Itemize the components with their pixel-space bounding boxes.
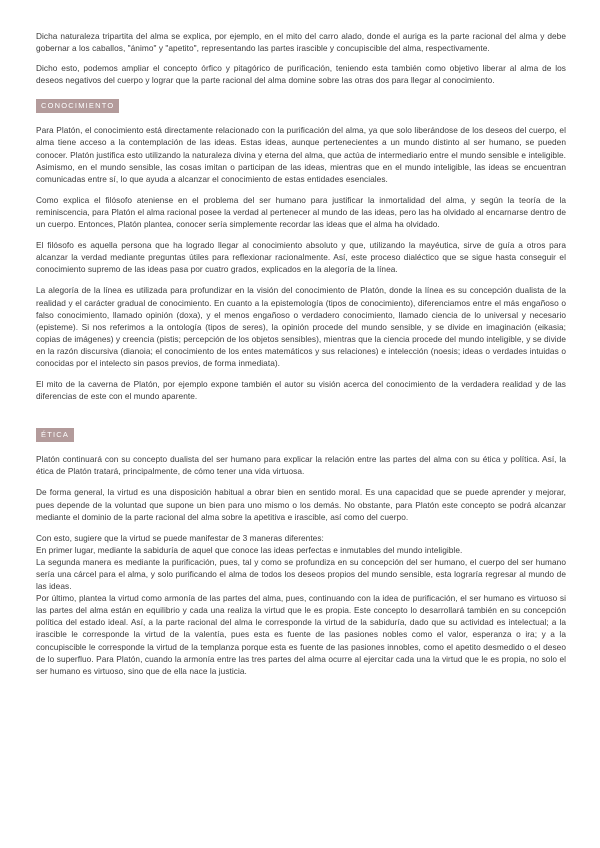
intro-paragraph-2: Dicho esto, podemos ampliar el concepto órfico y pitagórico de purificación, teniendo esta también como objetivo liberar al alma de los deseos negativos del cuerpo y lograr que la parte racional del alma domine sobre las otras dos para llegar al conocimiento.: [36, 63, 566, 86]
conocimiento-paragraph-3: El filósofo es aquella persona que ha logrado llegar al conocimiento absoluto y que, utilizando la mayéutica, sirve de guía a otros para alcanzar la verdad mediante preguntas útiles para reflexionar racionalmente. Así, este proceso dialéctico que se sigue hasta conseguir el conocimiento supremo de las ideas pasa por cuatro grados, explicados en la alegoría de la línea.: [36, 240, 566, 275]
conocimiento-paragraph-2: Como explica el filósofo ateniense en el problema del ser humano para justificar la inmortalidad del alma, y según la teoría de la reminiscencia, para Platón el alma racional posee la verdad al pertenecer al mundo de las ideas, pero las ha olvidado al encarnarse dentro de un cuerpo. Entonces, Platón plantea, conocer sería simplemente recordar las ideas que el alma ha olvidado.: [36, 194, 566, 230]
etica-paragraph-5: La segunda manera es mediante la purificación, pues, tal y como se profundiza en su concepción del ser humano, el cuerpo del ser humano sería una cárcel para el alma, y solo purificando el alma de todos los deseos propios del mundo sensible, esta lograría regresar al mundo de las ideas.: [36, 556, 566, 592]
conocimiento-paragraph-1: Para Platón, el conocimiento está directamente relacionado con la purificación del alma, ya que solo liberándose de los deseos del cuerpo, el alma tiene acceso a la contemplación de las ideas. Estas ideas, aunque pertenecientes a un mundo distinto al ser humano, se pueden conocer. Platón justifica esto utilizando la naturaleza divina y eterna del alma, que actúa de intermediario entre el mundo sensible e inteligible. Asimismo, en el mundo sensible, las cosas imitan o participan de las ideas, mientras que en el mundo inteligible, las ideas se encuentran comunicadas entre sí, lo que ayuda a alcanzar el conocimiento de estas entidades esenciales.: [36, 125, 566, 184]
intro-paragraph-1: Dicha naturaleza tripartita del alma se explica, por ejemplo, en el mito del carro alado, donde el auriga es la parte racional del alma y debe gobernar a los caballos, "ánimo" y "apetito", representando las partes irascible y concupiscible del alma, respectivamente.: [36, 31, 566, 54]
etica-paragraph-3: Con esto, sugiere que la virtud se puede manifestar de 3 maneras diferentes:: [36, 532, 324, 543]
section-label-etica: ÉTICA: [36, 428, 74, 442]
etica-paragraph-1: Platón continuará con su concepto dualista del ser humano para explicar la relación entre las partes del alma con su ética y política. Así, la ética de Platón tratará, principalmente, de cómo tener una vida virtuosa.: [36, 454, 566, 477]
etica-paragraph-6: Por último, plantea la virtud como armonía de las partes del alma, pues, continuando con la idea de purificación, el ser humano es virtuoso si las partes del alma están en equilibrio y cada una realiza la virtud que le es propia. Este concepto lo desarrollará también en su concepción política del estado ideal. Así, a la parte racional del alma le corresponde la virtud de la sabiduría, dado que su actividad es intelectual; a la irascible le corresponde la virtud de la valentía, pues esta es fuente de las pasiones nobles como el valor, esperanza o ira; y a la concupiscible le corresponde la virtud de la templanza porque esta es fuente de las pasiones innobles, como el apetito desmedido o el deseo de lo superfluo. Para Platón, cuando la armonía entre las tres partes del alma ocurre al ejercitar cada una la virtud que le es propia, no solo el ser humano es virtuoso, sino que de ella nace la justicia.: [36, 593, 566, 676]
section-label-conocimiento: CONOCIMIENTO: [36, 99, 119, 113]
conocimiento-paragraph-5: El mito de la caverna de Platón, por ejemplo expone también el autor su visión acerca del conocimiento de la verdadera realidad y de las diferencias de este con el mundo aparente.: [36, 379, 566, 402]
etica-paragraph-4: En primer lugar, mediante la sabiduría de aquel que conoce las ideas perfectas e inmutables del mundo inteligible.: [36, 544, 463, 555]
etica-paragraph-2: De forma general, la virtud es una disposición habitual a obrar bien en sentido moral. Es una capacidad que se puede aprender y mejorar, pues depende de la voluntad que supone un bien para uno mismo o los demás. No obstante, para Platón este concepto se podrá alcanzar mediante el dominio de la parte racional del alma sobre la apetitiva e irascible, así como del cuerpo.: [36, 487, 566, 522]
virtud-maneras-block: [36, 532, 566, 677]
conocimiento-paragraph-4: La alegoría de la línea es utilizada para profundizar en la visión del conocimiento de Platón, donde la línea es su concepción dualista de la realidad y el carácter gradual de conocimiento. En cuanto a la epistemología (tipos de conocimiento), diferenciamos entre el más engañoso o falso conocimiento, llamado opinión (doxa), y el menos engañoso o verdadero conocimiento, llamado ciencia de lo universal y necesario (episteme). Si nos referimos a la ontología (tipos de seres), la opinión procede del mundo sensible, y se divide en imaginación (eikasia; copias de imágenes) y creencia (pistis; percepción de los objetos sensibles), mientras que la ciencia procede del mundo inteligible, y se divide en la razón discursiva (dianoia; el conocimiento de los entes matemáticos y sus relaciones) e intelección (noesis; ideas o verdades intuidas o conocidas por el intelecto sin pasos previos, de forma inmediata).: [36, 285, 566, 368]
